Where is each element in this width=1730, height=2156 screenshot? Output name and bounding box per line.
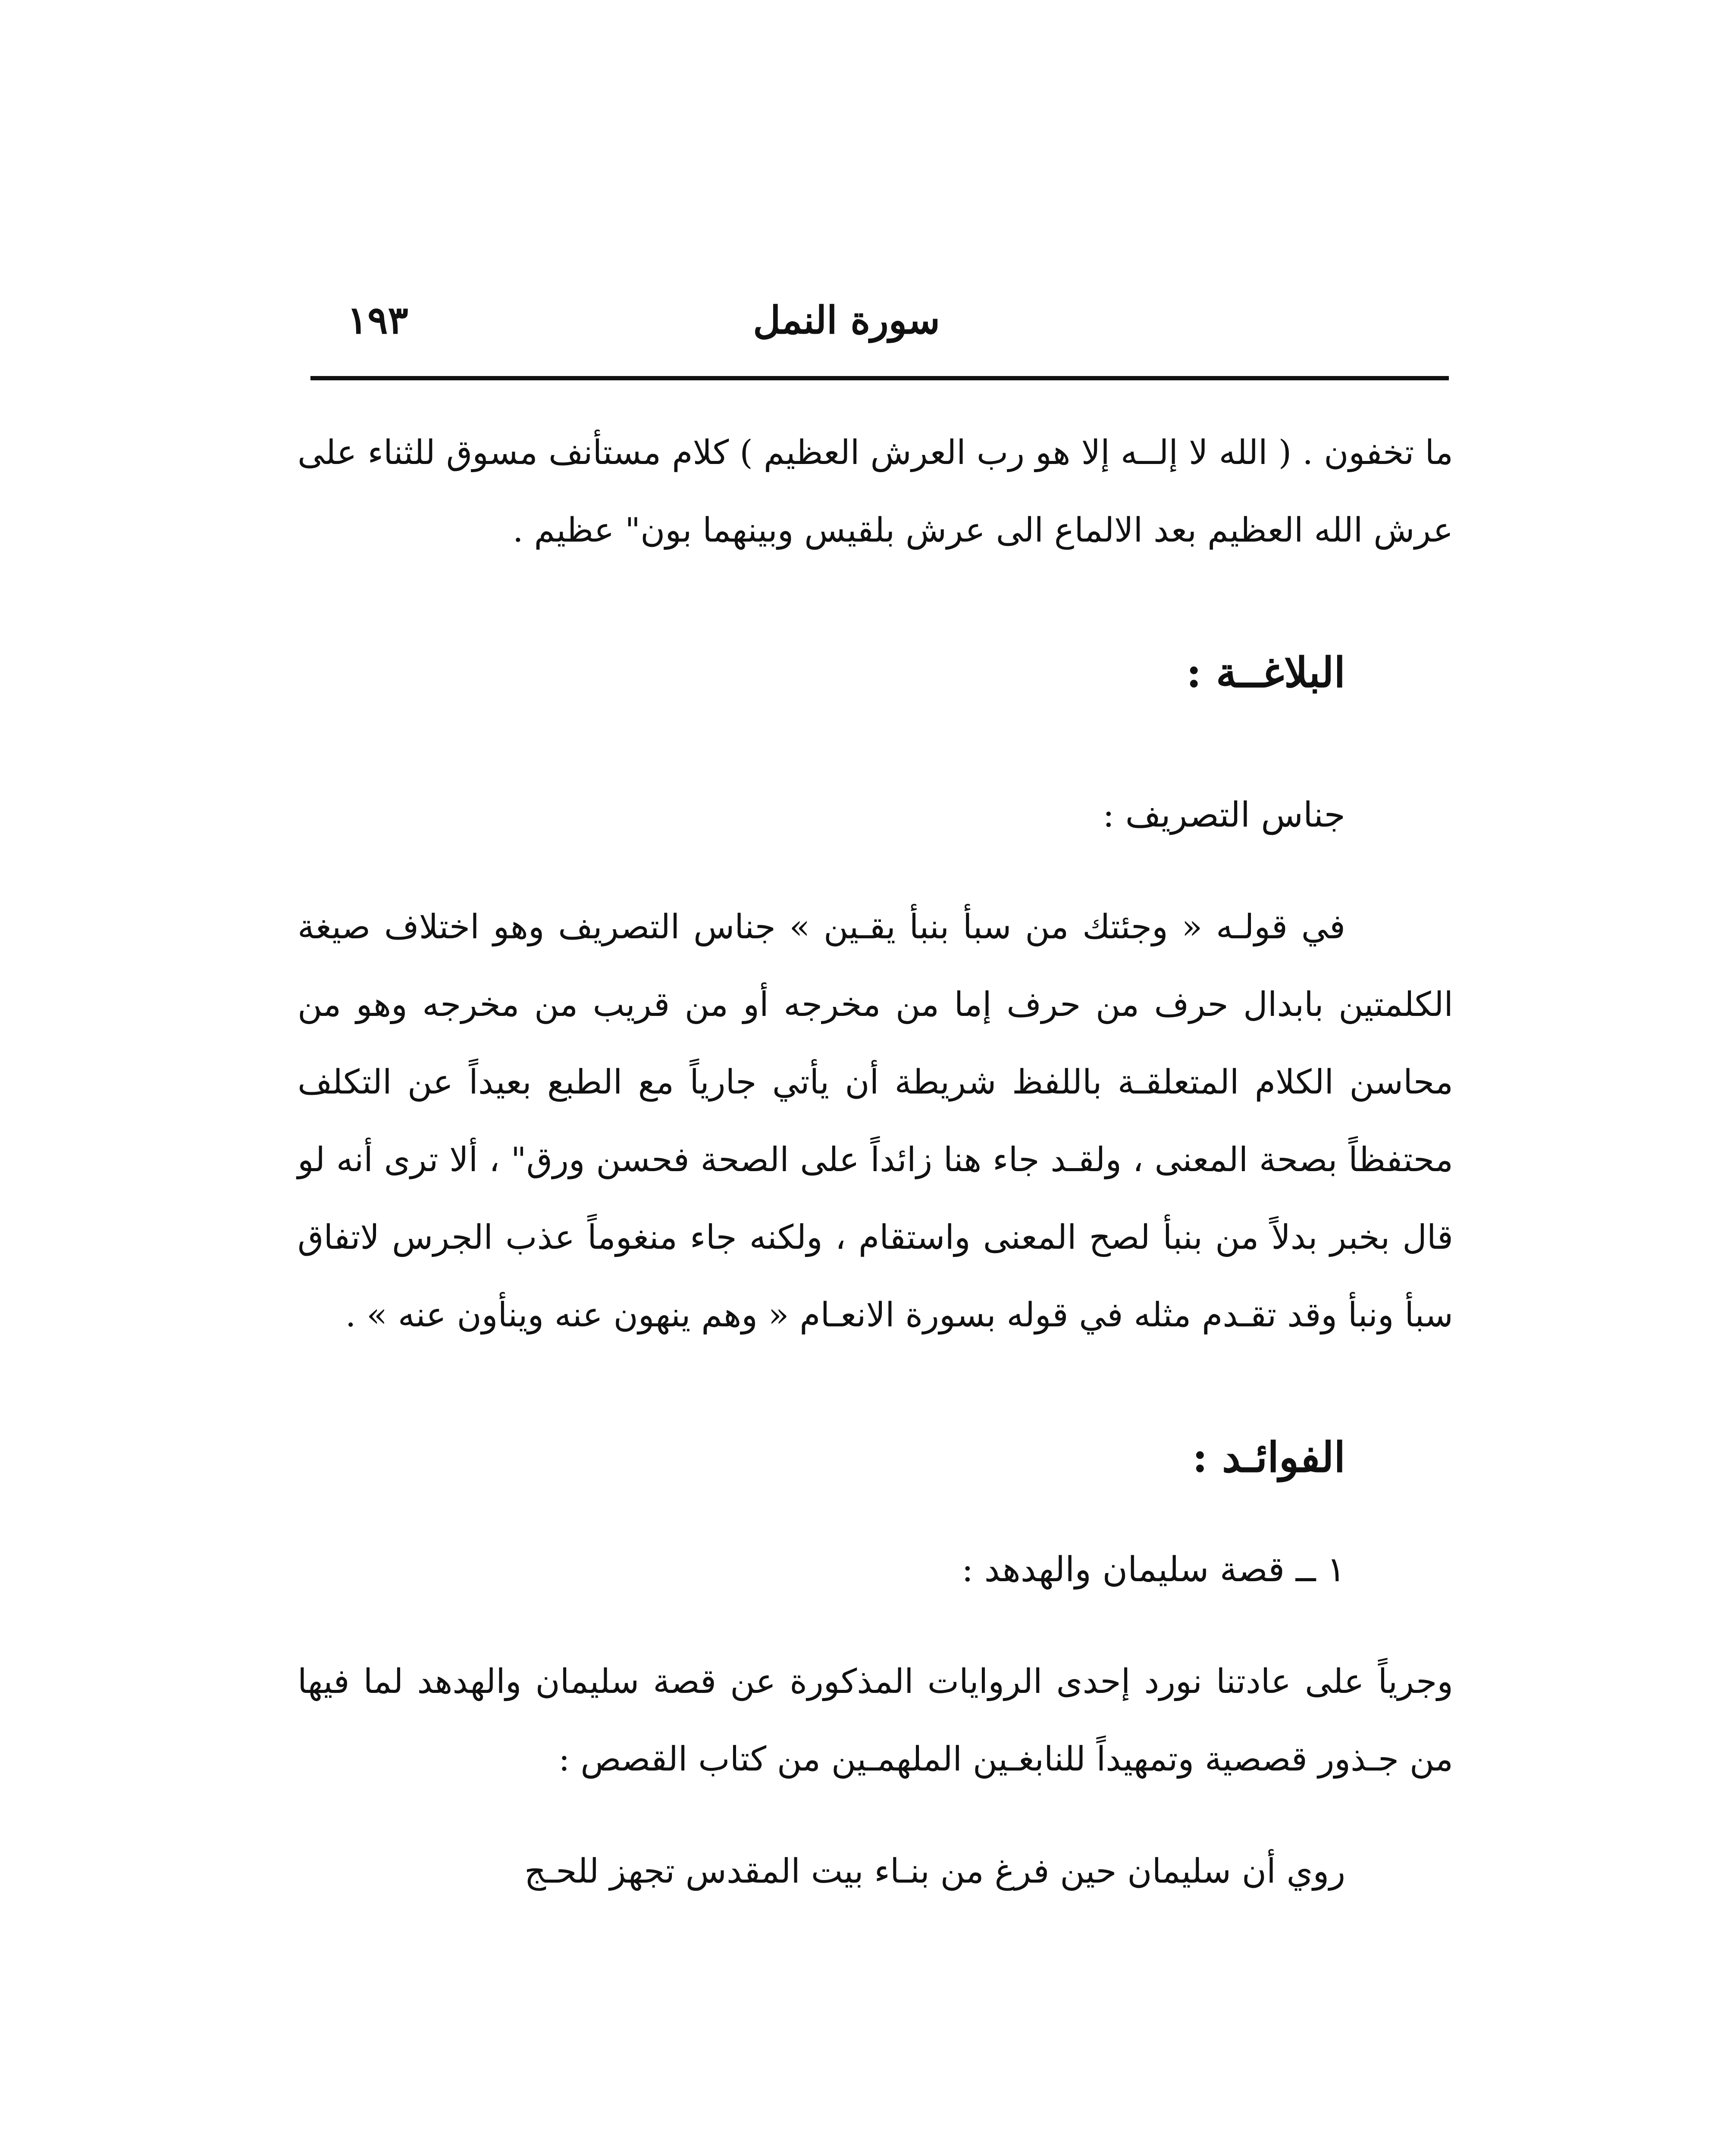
section-heading-balagha: البلاغــة : <box>1186 648 1345 697</box>
section-heading-fawaid: الفوائـد : <box>1192 1433 1345 1482</box>
spacer <box>298 1496 1453 1531</box>
story-paragraph: وجرياً على عادتنا نورد إحدى الروايات المذكورة عن قصة سليمان والهدهد لما فيها من جـذور قصصية وتمهيداً للنابغـين الملهمـين من كتاب القصص : <box>298 1662 1453 1779</box>
subheading-jinas: جناس التصريف : <box>1103 795 1345 835</box>
final-line: روي أن سليمان حين فرغ من بنـاء بيت المقدس تجهز للحـج <box>524 1852 1345 1891</box>
header-divider <box>310 376 1449 380</box>
spacer <box>298 1798 1453 1833</box>
jinas-paragraph: في قولـه « وجئتك من سبأ بنبأ يقـين » جناس التصريف وهو اختلاف صيغة الكلمتين بابدال حرف من حرف إما من مخرجه أو من قريب من مخرجه وهو من محاسن الكلام المتعلقـة باللفظ شريطة أن يأتي جارياً مع الطبع بعيداً عن التكلف محتفظاً بصحة المعنى ، ولقـد جاء هنا زائداً على الصحة فحسن ورق" ، ألا ترى أنه لو قال بخبر بدلاً من بنبأ لصح المعنى واستقام ، ولكنه جاء منغوماً عذب الجرس لاتفاق سبأ ونبأ وقد تقـدم مثله في قوله بسورة الانعـام « وهم ينهون عنه وينأون عنه » . <box>298 908 1453 1335</box>
spacer <box>298 1354 1453 1419</box>
subheading-story: ١ ــ قصة سليمان والهدهد : <box>962 1549 1345 1589</box>
spacer <box>298 854 1453 888</box>
page-header <box>310 298 1449 349</box>
spacer <box>298 1608 1453 1643</box>
page-body <box>298 414 1453 1910</box>
spacer <box>298 711 1453 776</box>
spacer <box>298 569 1453 634</box>
page-title: سورة النمل <box>753 298 940 342</box>
page-number: ١٩٣ <box>347 298 408 342</box>
intro-paragraph: ما تخفون . ( الله لا إلــه إلا هو رب العرش العظيم ) كلام مستأنف مسوق للثناء على عرش الله العظيم بعد الالماع الى عرش بلقيس وبينهما بون" عظيم . <box>298 433 1454 550</box>
